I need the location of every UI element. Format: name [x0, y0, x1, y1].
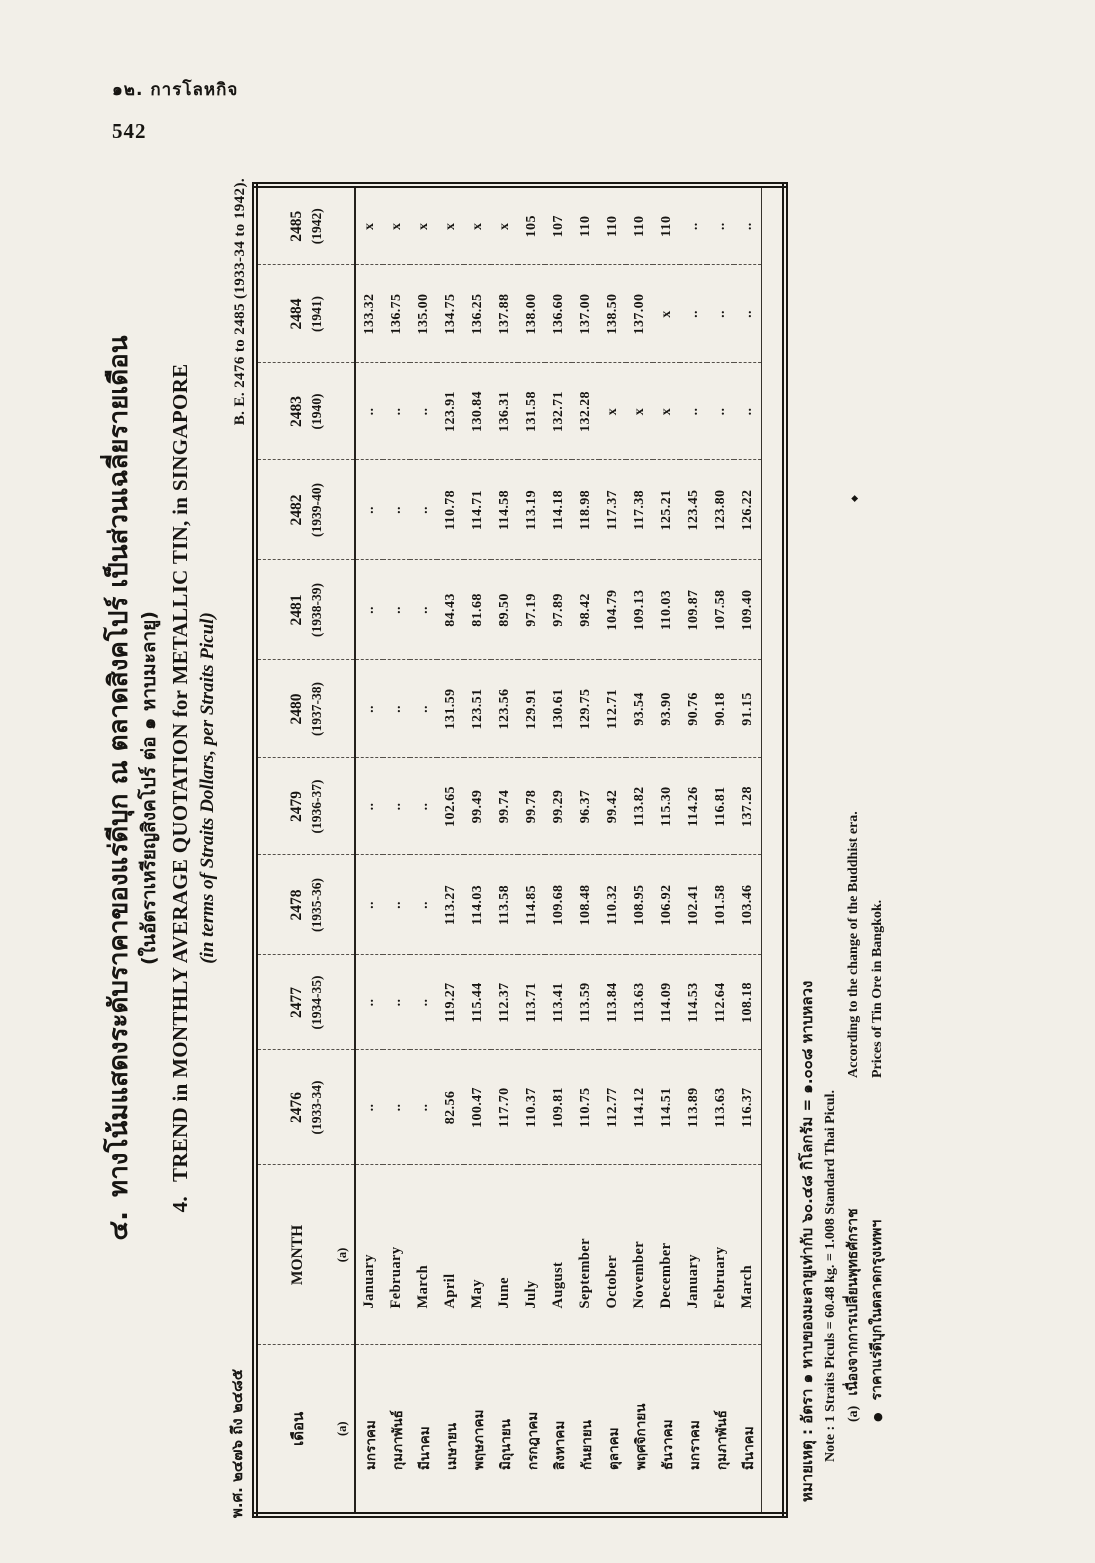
value-cell: .. — [355, 560, 383, 660]
title-thai — [103, 208, 136, 1368]
value-cell: 137.00 — [572, 265, 599, 363]
month-thai-cell: สิงหาคม — [551, 1420, 568, 1470]
value-cell: 99.42 — [599, 758, 626, 855]
value-cell: 138.50 — [599, 265, 626, 363]
month-eng-cell: August — [545, 1165, 572, 1345]
value-cell: 119.27 — [437, 955, 464, 1050]
title-eng — [167, 208, 193, 1368]
header-year-2477: 2477 (1934-35) — [255, 955, 355, 1050]
value-cell: 129.75 — [572, 660, 599, 758]
value-cell: x — [383, 185, 410, 265]
value-cell: 91.15 — [734, 660, 762, 758]
title-block — [103, 208, 219, 1368]
year-range-row — [225, 178, 249, 1518]
value-cell: 104.79 — [599, 560, 626, 660]
value-cell: 113.19 — [518, 460, 545, 560]
month-thai-cell: ตุลาคม — [605, 1427, 622, 1470]
value-cell: 132.28 — [572, 363, 599, 460]
value-cell: 112.64 — [707, 955, 734, 1050]
month-eng-cell: January — [355, 1165, 383, 1345]
value-cell: 136.25 — [464, 265, 491, 363]
value-cell: 99.49 — [464, 758, 491, 855]
value-cell: .. — [355, 363, 383, 460]
value-cell: 109.81 — [545, 1050, 572, 1165]
value-cell: .. — [383, 855, 410, 955]
header-year-2479: 2479 (1936-37) — [255, 758, 355, 855]
value-cell: .. — [734, 363, 762, 460]
value-cell: 123.56 — [491, 660, 518, 758]
value-cell: 113.27 — [437, 855, 464, 955]
sheet-content — [103, 178, 888, 1518]
value-cell: 89.50 — [491, 560, 518, 660]
value-cell: .. — [680, 265, 707, 363]
month-thai-cell: มีนาคม — [416, 1426, 433, 1470]
value-cell: 114.18 — [545, 460, 572, 560]
value-cell: 112.37 — [491, 955, 518, 1050]
value-cell: 99.29 — [545, 758, 572, 855]
footnote-a-eng: According to the change of the Buddhist era. — [846, 811, 862, 1078]
month-eng-cell: January — [680, 1165, 707, 1345]
table-row — [464, 185, 491, 1515]
section-label: ๑๒. การโลหกิจ — [112, 80, 239, 100]
value-cell: 93.90 — [653, 660, 680, 758]
value-cell: 126.22 — [734, 460, 762, 560]
value-cell: 116.81 — [707, 758, 734, 855]
value-cell: 110.78 — [437, 460, 464, 560]
value-cell: 113.41 — [545, 955, 572, 1050]
month-thai-cell: กันยายน — [578, 1419, 595, 1470]
value-cell: x — [599, 363, 626, 460]
table-row — [626, 185, 653, 1515]
year-range-eng: B. E. 2476 to 2485 (1933-34 to 1942). — [232, 178, 249, 426]
month-thai-cell: พฤศจิกายน — [632, 1403, 649, 1470]
value-cell: 105 — [518, 185, 545, 265]
table-row — [410, 185, 437, 1515]
title-thai-number: ๔. — [104, 1210, 134, 1241]
value-cell: 110.37 — [518, 1050, 545, 1165]
value-cell: x — [464, 185, 491, 265]
month-thai-cell: มีนาคม — [740, 1426, 757, 1470]
value-cell: .. — [707, 185, 734, 265]
note-marker-a: (a) — [335, 1247, 350, 1263]
month-thai-cell: กุมภาพันธ์ — [389, 1410, 406, 1470]
value-cell: 137.00 — [626, 265, 653, 363]
table-row — [680, 185, 707, 1515]
value-cell: 114.09 — [653, 955, 680, 1050]
value-cell: x — [626, 363, 653, 460]
value-cell: 131.58 — [518, 363, 545, 460]
value-cell: 114.71 — [464, 460, 491, 560]
value-cell: 114.26 — [680, 758, 707, 855]
value-cell: 115.44 — [464, 955, 491, 1050]
value-cell: 113.89 — [680, 1050, 707, 1165]
value-cell: 117.38 — [626, 460, 653, 560]
value-cell: 136.31 — [491, 363, 518, 460]
value-cell: x — [437, 185, 464, 265]
value-cell: 97.19 — [518, 560, 545, 660]
value-cell: .. — [410, 363, 437, 460]
value-cell: 110 — [653, 185, 680, 265]
value-cell: .. — [410, 758, 437, 855]
value-cell: .. — [707, 265, 734, 363]
value-cell: 82.56 — [437, 1050, 464, 1165]
header-year-2476: 2476 (1933-34) — [255, 1050, 355, 1165]
value-cell: 114.12 — [626, 1050, 653, 1165]
year-range-thai: พ.ศ. ๒๔๗๖ ถึง ๒๔๘๕ — [228, 1368, 247, 1518]
table-row — [355, 185, 383, 1515]
table-row — [707, 185, 734, 1515]
value-cell: x — [653, 265, 680, 363]
value-cell: 108.48 — [572, 855, 599, 955]
value-cell: 108.18 — [734, 955, 762, 1050]
value-cell: 109.13 — [626, 560, 653, 660]
month-eng-cell: June — [491, 1165, 518, 1345]
value-cell: 113.84 — [599, 955, 626, 1050]
footnote-bangkok-thai: ●ราคาแร่ดีบุกในตลาดกรุงเทพฯ — [869, 1219, 886, 1422]
month-eng-cell: February — [383, 1165, 410, 1345]
table-row — [383, 185, 410, 1515]
header-month-thai-label: เดือน — [288, 1411, 307, 1446]
value-cell: 136.75 — [383, 265, 410, 363]
value-cell: 90.76 — [680, 660, 707, 758]
value-cell: 107.58 — [707, 560, 734, 660]
value-cell: .. — [383, 660, 410, 758]
value-cell: 108.95 — [626, 855, 653, 955]
value-cell: 117.70 — [491, 1050, 518, 1165]
header-month-eng-label: MONTH — [288, 1224, 306, 1286]
table-row — [545, 185, 572, 1515]
value-cell: 100.47 — [464, 1050, 491, 1165]
value-cell: 90.18 — [707, 660, 734, 758]
value-cell: 109.40 — [734, 560, 762, 660]
header-month-thai — [255, 1345, 355, 1515]
value-cell: 113.58 — [491, 855, 518, 955]
value-cell: 112.77 — [599, 1050, 626, 1165]
table-row — [437, 185, 464, 1515]
value-cell: 112.71 — [599, 660, 626, 758]
value-cell: .. — [355, 855, 383, 955]
table-row — [491, 185, 518, 1515]
value-cell: 81.68 — [464, 560, 491, 660]
month-thai-cell: กรกฎาคม — [524, 1411, 541, 1470]
value-cell: 135.00 — [410, 265, 437, 363]
title-eng-text: TREND in MONTHLY AVERAGE QUOTATION for METALLIC TIN, in SINGAPORE — [168, 363, 193, 1183]
value-cell: 99.78 — [518, 758, 545, 855]
value-cell: 102.41 — [680, 855, 707, 955]
header-year-2483: 2483 (1940) — [255, 363, 355, 460]
month-eng-cell: May — [464, 1165, 491, 1345]
value-cell: 96.37 — [572, 758, 599, 855]
value-cell: x — [410, 185, 437, 265]
month-thai-cell: ธันวาคม — [659, 1419, 676, 1470]
header-year-2480: 2480 (1937-38) — [255, 660, 355, 758]
table-row — [599, 185, 626, 1515]
value-cell: 110.75 — [572, 1050, 599, 1165]
bullet-icon: ● — [871, 1412, 885, 1422]
value-cell: .. — [383, 758, 410, 855]
value-cell: 125.21 — [653, 460, 680, 560]
title-thai-text: ทางโน้มแสดงระดับราคาของแร่ดีบุก ณ ตลาดสิงคโปร์ เป็นส่วนเฉลี่ยรายเดือน — [104, 335, 134, 1197]
footnote-bangkok-eng: Prices of Tin Ore in Bangkok. — [870, 899, 886, 1078]
value-cell: 103.46 — [734, 855, 762, 955]
value-cell: 114.85 — [518, 855, 545, 955]
value-cell: .. — [355, 758, 383, 855]
value-cell: 118.98 — [572, 460, 599, 560]
value-cell: 134.75 — [437, 265, 464, 363]
value-cell: 113.82 — [626, 758, 653, 855]
value-cell: .. — [410, 560, 437, 660]
value-cell: 138.00 — [518, 265, 545, 363]
footnote-thai-note: หมายเหตุ : อัตรา ๑ หาบของมะลายูเท่ากับ ๖๐.๔๘ กิโลกรัม = ๑.๐๐๘ หาบหลวง — [798, 980, 817, 1502]
month-eng-cell: March — [410, 1165, 437, 1345]
footnote-eng-note: Note : 1 Straits Piculs = 60.48 kg. = 1.008 Standard Thai Picul. — [822, 1090, 838, 1462]
value-cell: .. — [383, 1050, 410, 1165]
value-cell: .. — [383, 363, 410, 460]
month-eng-cell: October — [599, 1165, 626, 1345]
value-cell: .. — [355, 1050, 383, 1165]
value-cell: .. — [383, 560, 410, 660]
footnote-bangkok — [868, 508, 888, 1422]
value-cell: .. — [410, 855, 437, 955]
note-marker-a: (a) — [335, 1421, 350, 1437]
value-cell: 110 — [572, 185, 599, 265]
month-thai-cell: มกราคม — [686, 1420, 703, 1470]
header-year-2481: 2481 (1938-39) — [255, 560, 355, 660]
value-cell: 137.88 — [491, 265, 518, 363]
footnote-a — [844, 495, 864, 1422]
value-cell: 114.51 — [653, 1050, 680, 1165]
value-cell: x — [355, 185, 383, 265]
month-eng-cell: March — [734, 1165, 762, 1345]
value-cell: 133.32 — [355, 265, 383, 363]
month-eng-cell: September — [572, 1165, 599, 1345]
title-eng-number: 4. — [168, 1196, 193, 1213]
value-cell: 110.03 — [653, 560, 680, 660]
value-cell: 98.42 — [572, 560, 599, 660]
table-row — [734, 185, 762, 1515]
value-cell: 113.63 — [707, 1050, 734, 1165]
value-cell: 136.60 — [545, 265, 572, 363]
month-eng-cell: November — [626, 1165, 653, 1345]
value-cell: .. — [355, 955, 383, 1050]
value-cell: 106.92 — [653, 855, 680, 955]
table-row — [572, 185, 599, 1515]
value-cell: 113.63 — [626, 955, 653, 1050]
value-cell: 114.58 — [491, 460, 518, 560]
value-cell: 113.59 — [572, 955, 599, 1050]
value-cell: 123.80 — [707, 460, 734, 560]
value-cell: 123.91 — [437, 363, 464, 460]
value-cell: 131.59 — [437, 660, 464, 758]
value-cell: 110 — [599, 185, 626, 265]
table-row — [653, 185, 680, 1515]
value-cell: 129.91 — [518, 660, 545, 758]
value-cell: .. — [410, 955, 437, 1050]
value-cell: .. — [734, 185, 762, 265]
value-cell: 116.37 — [734, 1050, 762, 1165]
month-thai-cell: เมษายน — [443, 1422, 460, 1470]
month-thai-cell: มิถุนายน — [497, 1418, 514, 1470]
value-cell: x — [491, 185, 518, 265]
value-cell: 137.28 — [734, 758, 762, 855]
value-cell: 93.54 — [626, 660, 653, 758]
page-number: 542 — [112, 119, 147, 143]
footnotes-block — [797, 495, 888, 1518]
value-cell: .. — [410, 460, 437, 560]
value-cell: 113.71 — [518, 955, 545, 1050]
header-year-2484: 2484 (1941) — [255, 265, 355, 363]
tin-price-table — [252, 182, 788, 1518]
value-cell: 114.03 — [464, 855, 491, 955]
value-cell: 130.84 — [464, 363, 491, 460]
value-cell: x — [653, 363, 680, 460]
stray-ink-mark: ◆ — [849, 495, 860, 502]
value-cell: 101.58 — [707, 855, 734, 955]
value-cell: .. — [680, 363, 707, 460]
value-cell: 110 — [626, 185, 653, 265]
value-cell: .. — [734, 265, 762, 363]
table-bottom-spacer — [762, 185, 786, 1515]
value-cell: 109.68 — [545, 855, 572, 955]
value-cell: .. — [355, 660, 383, 758]
month-eng-cell: April — [437, 1165, 464, 1345]
table-row — [518, 185, 545, 1515]
value-cell: 84.43 — [437, 560, 464, 660]
title-thai-sub: (ในอัตราเหรียญสิงคโปร์ ต่อ ๑ หาบมะลายู) — [137, 611, 160, 965]
value-cell: 114.53 — [680, 955, 707, 1050]
header-year-2485: 2485 (1942) — [255, 185, 355, 265]
value-cell: 115.30 — [653, 758, 680, 855]
month-eng-cell: February — [707, 1165, 734, 1345]
month-eng-cell: July — [518, 1165, 545, 1345]
month-thai-cell: มกราคม — [362, 1420, 379, 1470]
header-year-2478: 2478 (1935-36) — [255, 855, 355, 955]
value-cell: .. — [383, 955, 410, 1050]
header-year-2482: 2482 (1939-40) — [255, 460, 355, 560]
header-month-eng — [255, 1165, 355, 1345]
header-row — [255, 185, 355, 1515]
month-thai-cell: กุมภาพันธ์ — [713, 1410, 730, 1470]
value-cell: .. — [410, 660, 437, 758]
value-cell: .. — [383, 460, 410, 560]
title-eng-sub: (in terms of Straits Dollars, per Straits Picul) — [196, 612, 218, 964]
value-cell: 110.32 — [599, 855, 626, 955]
value-cell: 107 — [545, 185, 572, 265]
value-cell: 102.65 — [437, 758, 464, 855]
month-thai-cell: พฤษภาคม — [470, 1409, 487, 1470]
month-eng-cell: December — [653, 1165, 680, 1345]
value-cell: 117.37 — [599, 460, 626, 560]
value-cell: 99.74 — [491, 758, 518, 855]
value-cell: 130.61 — [545, 660, 572, 758]
value-cell: .. — [355, 460, 383, 560]
value-cell: .. — [707, 363, 734, 460]
value-cell: 123.51 — [464, 660, 491, 758]
value-cell: 109.87 — [680, 560, 707, 660]
value-cell: 123.45 — [680, 460, 707, 560]
value-cell: .. — [680, 185, 707, 265]
value-cell: 132.71 — [545, 363, 572, 460]
value-cell: .. — [410, 1050, 437, 1165]
value-cell: 97.89 — [545, 560, 572, 660]
footnote-a-thai: (a)เนื่องจากการเปลี่ยนพุทธศักราช — [845, 1208, 862, 1422]
